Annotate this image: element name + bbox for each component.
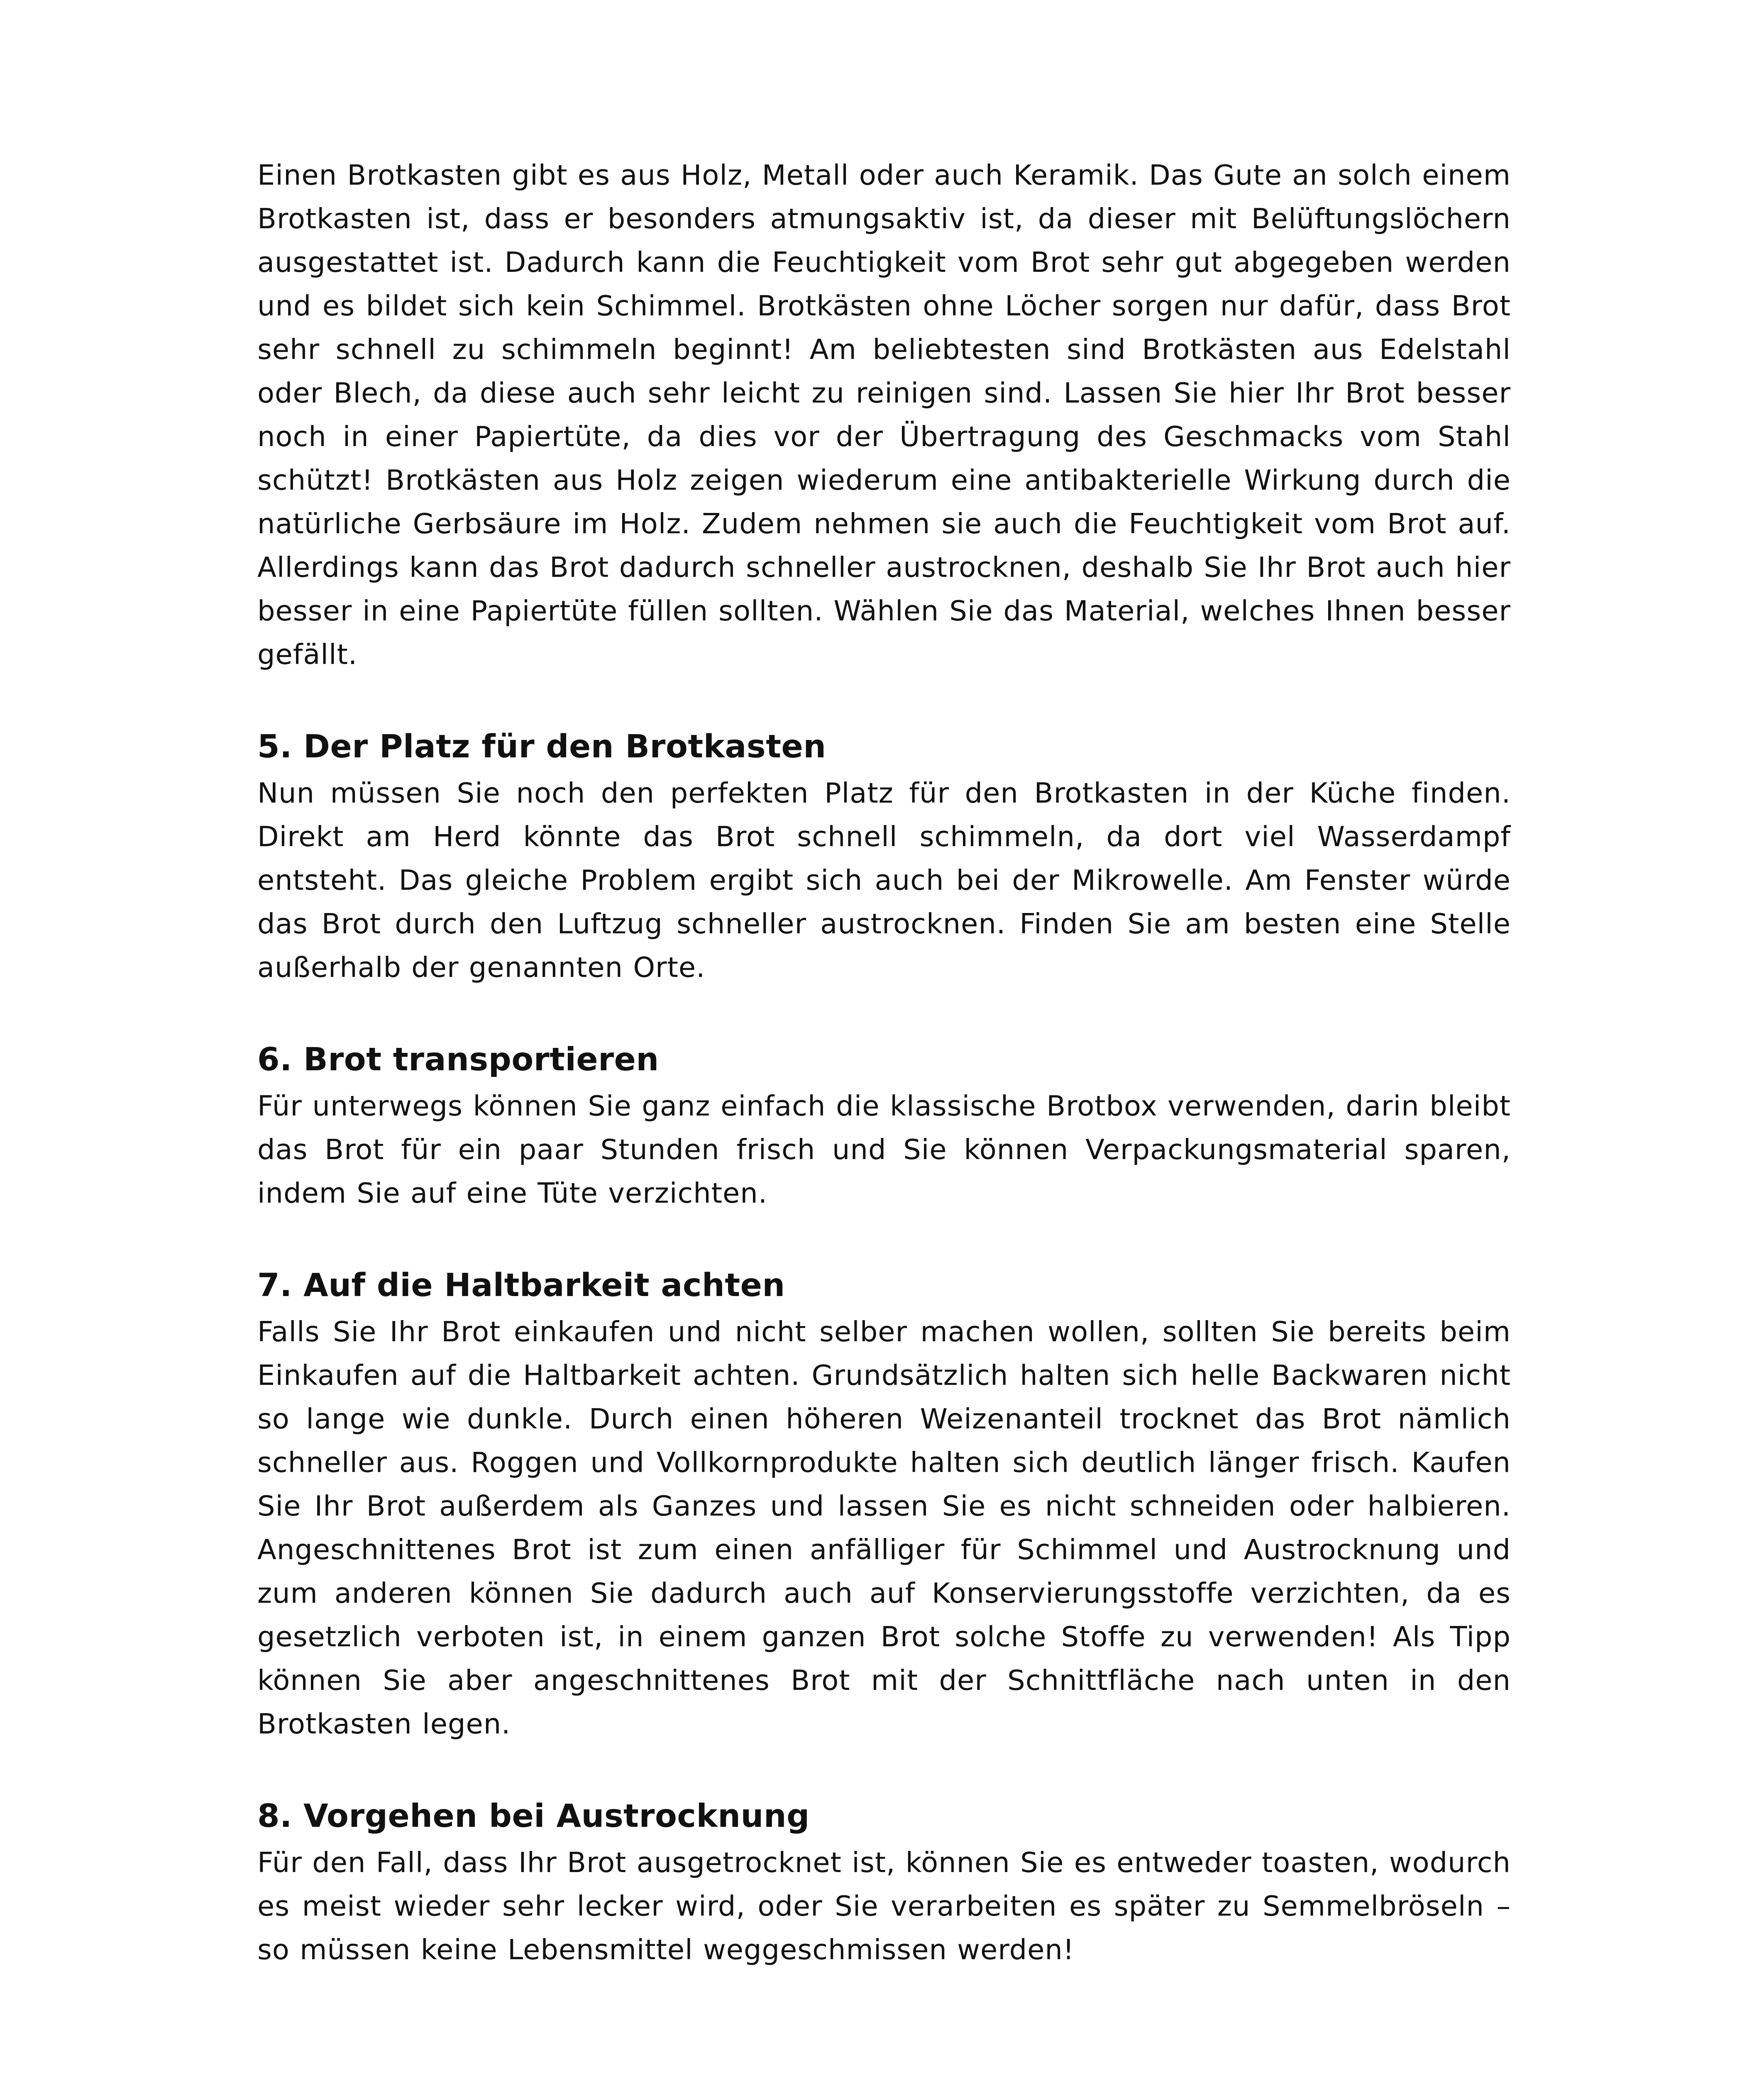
- section-transport: [257, 1037, 1511, 1215]
- section-heading: 7. Auf die Haltbarkeit achten: [257, 1267, 785, 1304]
- section-heading: 6. Brot transportieren: [257, 1041, 659, 1078]
- page-content: [257, 154, 1511, 1972]
- intro-paragraph: Einen Brotkasten gibt es aus Holz, Metall oder auch Keramik. Das Gute an solch einem Brotkasten ist, dass er besonders atmungsaktiv ist, da dieser mit Belüftungslöchern ausgestattet ist. Dadurch kann die Feuchtigkeit vom Brot sehr gut abgegeben werden und es bildet sich kein Schimmel. Brotkästen ohne Löcher sorgen nur dafür, dass Brot sehr schnell zu schimmeln beginnt! Am beliebtesten sind Brotkästen aus Edelstahl oder Blech, da diese auch sehr leicht zu reinigen sind. Lassen Sie hier Ihr Brot besser noch in einer Papiertüte, da dies vor der Übertragung des Geschmacks vom Stahl schützt! Brotkästen aus Holz zeigen wiederum eine antibakterielle Wirkung durch die natürliche Gerbsäure im Holz. Zudem nehmen sie auch die Feuchtigkeit vom Brot auf. Allerdings kann das Brot dadurch schneller austrocknen, deshalb Sie Ihr Brot auch hier besser in eine Papiertüte füllen sollten. Wählen Sie das Material, welches Ihnen besser gefällt.: [257, 159, 1511, 671]
- section-haltbarkeit: [257, 1263, 1511, 1746]
- section-paragraph: Für unterwegs können Sie ganz einfach die klassische Brotbox verwenden, darin bleibt das Brot für ein paar Stunden frisch und Sie können Verpackungsmaterial sparen, indem Sie auf eine Tüte verzichten.: [257, 1090, 1511, 1209]
- section-austrocknung: [257, 1794, 1511, 1972]
- section-heading: 8. Vorgehen bei Austrocknung: [257, 1798, 810, 1835]
- section-paragraph: Für den Fall, dass Ihr Brot ausgetrocknet ist, können Sie es entweder toasten, wodurch es meist wieder sehr lecker wird, oder Sie verarbeiten es später zu Semmelbröseln – so müssen keine Lebensmittel weggeschmissen werden!: [257, 1846, 1511, 1966]
- section-platz: [257, 724, 1511, 989]
- section-paragraph: Nun müssen Sie noch den perfekten Platz für den Brotkasten in der Küche finden. Direkt am Herd könnte das Brot schnell schimmeln, da dort viel Wasserdampf entsteht. Das gleiche Problem ergibt sich auch bei der Mikrowelle. Am Fenster würde das Brot durch den Luftzug schneller austrocknen. Finden Sie am besten eine Stelle außerhalb der genannten Orte.: [257, 777, 1511, 984]
- section-heading: 5. Der Platz für den Brotkasten: [257, 728, 826, 765]
- section-paragraph: Falls Sie Ihr Brot einkaufen und nicht selber machen wollen, sollten Sie bereits beim Einkaufen auf die Haltbarkeit achten. Grundsätzlich halten sich helle Backwaren nicht so lange wie dunkle. Durch einen höheren Weizenanteil trocknet das Brot nämlich schneller aus. Roggen und Vollkornprodukte halten sich deutlich länger frisch. Kaufen Sie Ihr Brot außerdem als Ganzes und lassen Sie es nicht schneiden oder halbieren. Angeschnittenes Brot ist zum einen anfälliger für Schimmel und Austrocknung und zum anderen können Sie dadurch auch auf Konservierungsstoffe verzichten, da es gesetzlich verboten ist, in einem ganzen Brot solche Stoffe zu verwenden! Als Tipp können Sie aber angeschnittenes Brot mit der Schnittfläche nach unten in den Brotkasten legen.: [257, 1316, 1511, 1740]
